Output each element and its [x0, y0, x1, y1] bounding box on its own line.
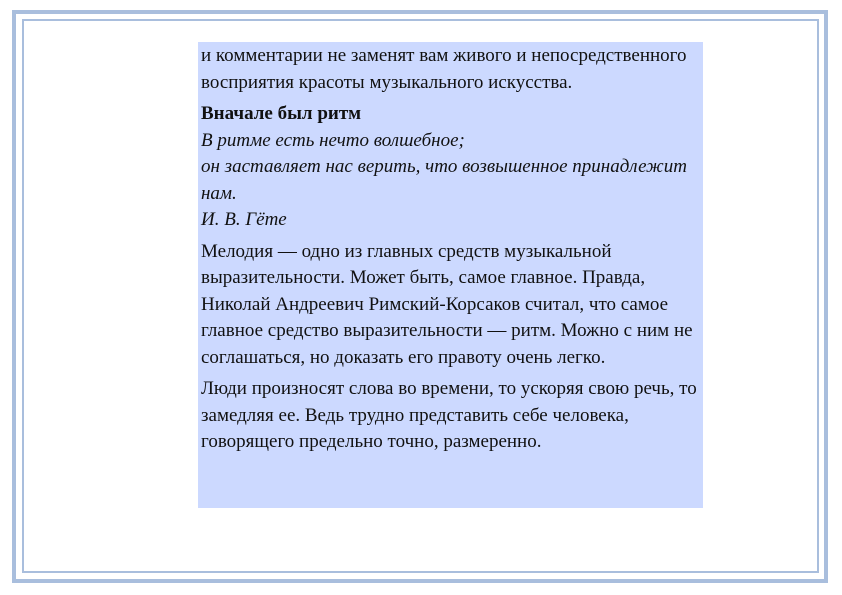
section-heading: Вначале был ритм — [201, 103, 362, 124]
text-box — [198, 42, 703, 508]
intro-paragraph: и комментарии не заменят вам живого и непосредственного восприятия красоты музыкального искусства. — [201, 45, 687, 93]
body-paragraph-2: Люди произносят слова во времени, то ускоряя свою речь, то замедляя ее. Ведь трудно представить себе человека, говорящего предельно точно, размеренно. — [201, 378, 697, 452]
epigraph-line-1: В ритме есть нечто волшебное; — [201, 129, 465, 151]
epigraph-line-2: он заставляет нас верить, что возвышенное принадлежит нам. — [201, 156, 687, 204]
epigraph-author: И. В. Гёте — [201, 209, 287, 230]
body-paragraph-1: Мелодия — одно из главных средств музыкальной выразительности. Может быть, самое главное. Правда, Николай Андреевич Римский-Корсаков считал, что самое главное средство выразительности — ритм. Можно с ним не соглашаться, но доказать его правоту очень легко. — [201, 240, 693, 368]
epigraph — [201, 128, 699, 234]
